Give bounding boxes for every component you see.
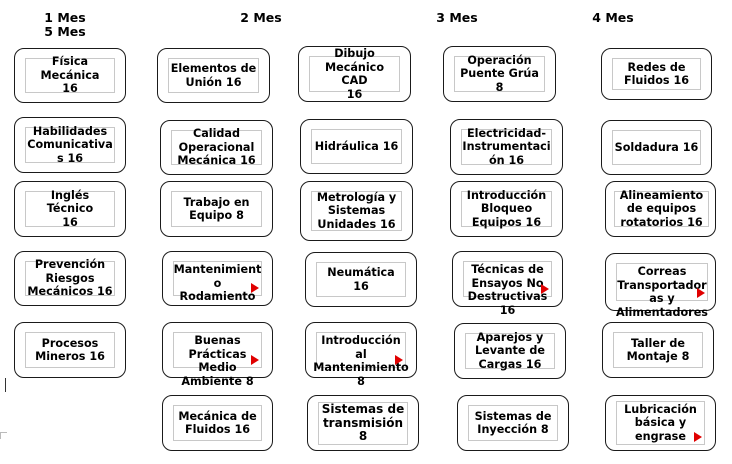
- course-lubricacion[interactable]: [605, 395, 716, 451]
- course-label: Correas Transportador as y Alimentadores: [616, 265, 708, 319]
- course-correas[interactable]: [605, 253, 716, 319]
- course-buenas-practicas[interactable]: [162, 322, 273, 388]
- text-cursor: [5, 378, 6, 392]
- course-label: Metrología y Sistemas Unidades 16: [316, 190, 397, 231]
- course-label: Introducción al Mantenimiento 8: [313, 334, 409, 388]
- course-label: Operación Puente Grúa 8: [460, 53, 539, 94]
- course-label: Aparejos y Levante de Cargas 16: [475, 330, 545, 371]
- course-label: Elementos de Unión 16: [170, 62, 257, 89]
- course-label: Alineamiento de equipos rotatorios 16: [619, 188, 704, 229]
- header-mes-2: 2 Mes: [240, 10, 282, 25]
- more-content-indicator-icon: [697, 288, 705, 298]
- course-label: Mantenimient o Rodamiento: [173, 263, 262, 303]
- course-label: Neumática 16: [327, 266, 395, 293]
- course-label: Calidad Operacional Mecánica 16: [177, 127, 256, 168]
- course-intro-bloqueo[interactable]: [450, 181, 563, 237]
- course-aparejos[interactable]: [454, 323, 566, 379]
- course-tecnicas-ensayos[interactable]: [452, 251, 563, 317]
- course-label: Introducción Bloqueo Equipos 16: [466, 188, 547, 229]
- course-elementos-union[interactable]: [157, 48, 270, 103]
- course-label: Sistemas de Inyección 8: [474, 409, 552, 436]
- more-content-indicator-icon: [395, 355, 403, 365]
- course-mecanica-fluidos[interactable]: [162, 395, 273, 451]
- course-alineamiento[interactable]: [605, 181, 716, 237]
- header-mes-4: 4 Mes: [592, 10, 634, 25]
- course-procesos-mineros[interactable]: [14, 322, 126, 378]
- more-content-indicator-icon: [251, 283, 259, 293]
- course-neumatica[interactable]: [305, 252, 417, 307]
- course-label: Mecánica de Fluidos 16: [178, 409, 257, 436]
- course-intro-mantenimiento[interactable]: [305, 322, 417, 388]
- more-content-indicator-icon: [541, 284, 549, 294]
- course-label: Buenas Prácticas Medio Ambiente 8: [181, 334, 254, 388]
- course-habilidades-comunicativas[interactable]: [14, 117, 126, 173]
- course-metrologia[interactable]: [300, 181, 413, 241]
- course-soldadura[interactable]: [601, 120, 712, 175]
- course-sistemas-transmision[interactable]: [307, 395, 419, 451]
- course-fisica-mecanica[interactable]: [14, 48, 126, 103]
- course-dibujo-cad[interactable]: [298, 46, 411, 102]
- course-label: Inglés Técnico 16: [46, 188, 94, 229]
- header-mes-1: 1 Mes 5 Mes: [44, 10, 86, 39]
- course-label: Redes de Fluidos 16: [623, 60, 690, 87]
- course-label: Dibujo Mecánico CAD 16: [324, 47, 385, 101]
- more-content-indicator-icon: [251, 355, 259, 365]
- course-ingles-tecnico[interactable]: [14, 181, 126, 237]
- course-label: Electricidad- Instrumentaci ón 16: [462, 126, 551, 167]
- course-label: Taller de Montaje 8: [626, 336, 690, 363]
- course-taller-montaje[interactable]: [602, 322, 714, 378]
- course-label: Habilidades Comunicativa s 16: [27, 124, 113, 165]
- margin-corner-mark: [0, 432, 7, 439]
- course-hidraulica[interactable]: [300, 119, 413, 174]
- course-operacion-grua[interactable]: [443, 46, 556, 102]
- header-mes-3: 3 Mes: [436, 10, 478, 25]
- course-mantenimiento-rodamiento[interactable]: [162, 251, 273, 306]
- course-label: Técnicas de Ensayos No Destructivas 16: [467, 263, 548, 317]
- course-prevencion-riesgos[interactable]: [14, 251, 126, 306]
- course-label: Física Mecánica 16: [40, 55, 100, 96]
- course-label: Sistemas de transmisión 8: [321, 402, 405, 444]
- course-trabajo-equipo[interactable]: [160, 181, 273, 237]
- more-content-indicator-icon: [694, 432, 702, 442]
- course-electricidad[interactable]: [450, 119, 563, 175]
- course-label: Lubricación básica y engrase: [624, 402, 697, 443]
- course-label: Trabajo en Equipo 8: [183, 195, 250, 222]
- course-label: Hidráulica 16: [314, 139, 399, 153]
- course-redes-fluidos[interactable]: [601, 48, 712, 100]
- course-calidad-operacional[interactable]: [160, 120, 273, 175]
- course-label: Prevención Riesgos Mecánicos 16: [27, 258, 113, 299]
- course-label: Procesos Mineros 16: [35, 336, 105, 363]
- course-label: Soldadura 16: [614, 140, 699, 154]
- course-sistemas-inyeccion[interactable]: [457, 395, 569, 451]
